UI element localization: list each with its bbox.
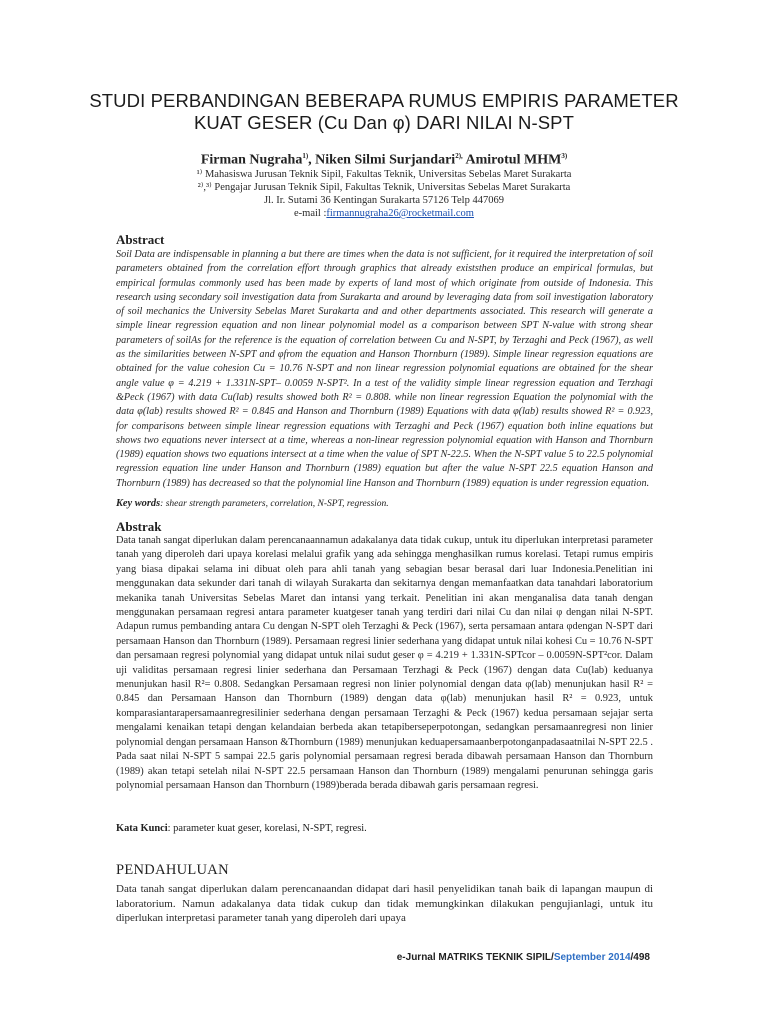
abstract-heading: Abstract: [116, 232, 165, 247]
address: Jl. Ir. Sutami 36 Kentingan Surakarta 57126 Telp 447069: [264, 195, 504, 206]
email-link[interactable]: firmannugraha26@rocketmail.com: [326, 208, 474, 219]
kata-kunci-text: : parameter kuat geser, korelasi, N-SPT, regresi.: [167, 823, 367, 834]
title-line-1: STUDI PERBANDINGAN BEBERAPA RUMUS EMPIRIS PARAMETER: [89, 90, 679, 111]
author-1-mark: 1): [302, 152, 309, 160]
section-text: Data tanah sangat diperlukan dalam perencanaandan didapat dari hasil penyelidikan tanah baik di lapangan maupun di laboratorium. Namun adakalanya data tidak cukup dan tidak memungkinkan dilakukan pengujianlagi, untuk itu diperlukan interpretasi parameter tanah yang diperoleh dari upaya: [116, 883, 653, 924]
journal-issue: September 2014: [553, 952, 631, 963]
affiliation-2: ²⁾,³⁾ Pengajar Jurusan Teknik Sipil, Fakultas Teknik, Universitas Sebelas Maret Surakarta: [197, 182, 571, 193]
title-line-2: KUAT GESER (Cu Dan φ) DARI NILAI N-SPT: [193, 112, 575, 133]
key-words-text: : shear strength parameters, correlation, N-SPT, regression.: [160, 499, 389, 509]
email-label: e-mail :: [294, 208, 327, 219]
abstrak-text: Data tanah sangat diperlukan dalam perencanaannamun adakalanya data tidak cukup, untuk itu diperlukan interpretasi parameter tanah yang diperoleh dari upaya korelasi melalui grafik yang ada sehingga menghasilkan rumus korelasi. Tetapi rumus empiris yang biasa dipakai selama ini dibuat oleh para ahli tanah yang sebagian besar berasal dari luar Indonesia.Penelitian ini menggunakan data sekunder dari tanah di wilayah Surakarta dan sekitarnya dengan memanfaatkan data tanahdari laboratorium mekanika tanah Universitas Sebelas Maret dan intansi yang terkait. Penelitian ini akan menganalisa data tanah dengan menggunakan persamaan regresi antara parameter kuatgeser tanah yang terdiri dari nilai Cu dan nilai φ dengan nilai N-SPT. Adapun rumus pembanding antara Cu dengan N-SPT oleh Terzaghi & Peck (1967), serta persamaan antara φdengan N-SPT dari persamaan Hanson dan Thornburn (1989). Persamaan regresi linier sederhana yang didapat untuk nilai kohesi Cu = 10.76 N-SPT dan persamaan regresi polynomial yang didapat untuk nilai sudut geser φ = 4.219 + 1.331N-SPTcor – 0.0059N-SPT²cor. Dalam uji validitas persamaan regresi linier sederhana dan Persamaan Terzhagi & Peck (1967) dengan data Cu(lab) keduanya menunjukan hasil R²= 0.808. Sedangkan Persamaan regresi non linier polynomial dengan data φ(lab) menunjukan hasil R² = 0.845 dan Persamaan Hanson dan Thornburn (1989) dengan data φ(lab) menunjukan hasil R² = 0.923, untuk komparasiantarapersamaanregresilinier sederhana dengan persamaan Terzaghi & Peck (1967) kedua persamaan sejajar serta mengalami kenaikan tetapi dengan kelandaian berbeda akan tetapiberseperpotongan, sedangkan persamaanregresi non linier polynomial dengan persamaan Hanson &Thornburn (1989) menunjukan keduapersamaanberpotonganpadasaatnilai N-SPT 22.5 . Pada saat nilai N-SPT 5 sampai 22.5 garis polynomial persamaan regresi berada dibawah persamaan Hanson dan Thornburn (1989) akan tetapi setelah nilai N-SPT 22.5 persamaan Hanson dan Thornburn (1989) mengalami penurunan sehingga garis polynomial persamaan Hanson dan Thornburn (1989)berada berada dibawah garis persamaan regresi.: [116, 535, 653, 791]
author-3: Amirotul MHM: [462, 152, 562, 168]
author-1: Firman Nugraha: [200, 152, 303, 168]
abstract-text: Soil Data are indispensable in planning a but there are times when the data is not sufficient, for it required the interpretation of soil parameters obtained from the correlation effort through graphics that already existsthen produce an empirical formulas, but empirical formulas commonly used has been made by experts of land most of which originate from outside of Indonesia. This research using secondary soil investigation data from Surakarta and around by leveraging data from soil investigation laboratory of soil mechanics the University Sebelas Maret Surakarta and and other departments associated. This research will generate a simple linear regression equation and non linear polynomial model as a comparison between SPT N-value with strong shear parameters of soilAs for the reference is the equation of correlation between Cu and N-SPT, by Terzaghi and Peck (1967), as well as the similarities between N-SPT and φfrom the equation and Hanson Thornburn (1989). Simple linear regression equations are obtained for the value cohesion Cu = 10.76 N-SPT and non linear regression polynomial equations are obtained for the shear angle value φ = 4.219 + 1.331N-SPT– 0.0059 N-SPT². In a test of the validity simple linear regression equation and Terzhagi &Peck (1967) with data Cu(lab) results showed both R² = 0.808. while non linear regression Equation the polynomial with the data φ(lab) results showed R² = 0.845 and Hanson and Thornburn (1989) Equations with data φ(lab) results showed R² = 0.923, for comparisons between simple linear regression equations with Terzaghi and Peck (1967) equation both inline equations but shows two equations never intersect at a time, whereas a non-linear regression polynomial equation with Hanson and Thornburn (1989) equation shows two equations intersect at a time when the value of SPT N-22.5. When the N-SPT value 5 to 22.5 polynomial regression equation line under Hanson and Thornburn (1989) equation but after the value N-SPT 22.5 equation Hanson and Thornburn (1989) has decreased so that the polynomial line Hanson and Thornburn (1989) equation is under regression equation.: [116, 249, 653, 489]
affiliation-1: ¹⁾ Mahasiswa Jurusan Teknik Sipil, Fakultas Teknik, Universitas Sebelas Maret Surakarta: [196, 169, 572, 180]
section-heading: PENDAHULUAN: [116, 862, 229, 878]
author-2-mark: 2),: [455, 152, 463, 160]
journal-name: e-Jurnal MATRIKS TEKNIK SIPIL/: [396, 952, 554, 963]
page-number: /498: [630, 952, 650, 963]
kata-kunci-label: Kata Kunci: [116, 823, 168, 834]
kata-kunci: [116, 823, 653, 834]
author-list: [60, 148, 708, 169]
author-2: , Niken Silmi Surjandari: [308, 152, 456, 168]
page-footer: [397, 952, 650, 963]
email-line: [60, 207, 708, 220]
key-words-label: Key words: [116, 498, 161, 509]
key-words: [116, 498, 653, 509]
paper-title: [60, 90, 708, 134]
author-3-mark: 3): [561, 152, 568, 160]
abstrak-heading: Abstrak: [116, 519, 162, 534]
